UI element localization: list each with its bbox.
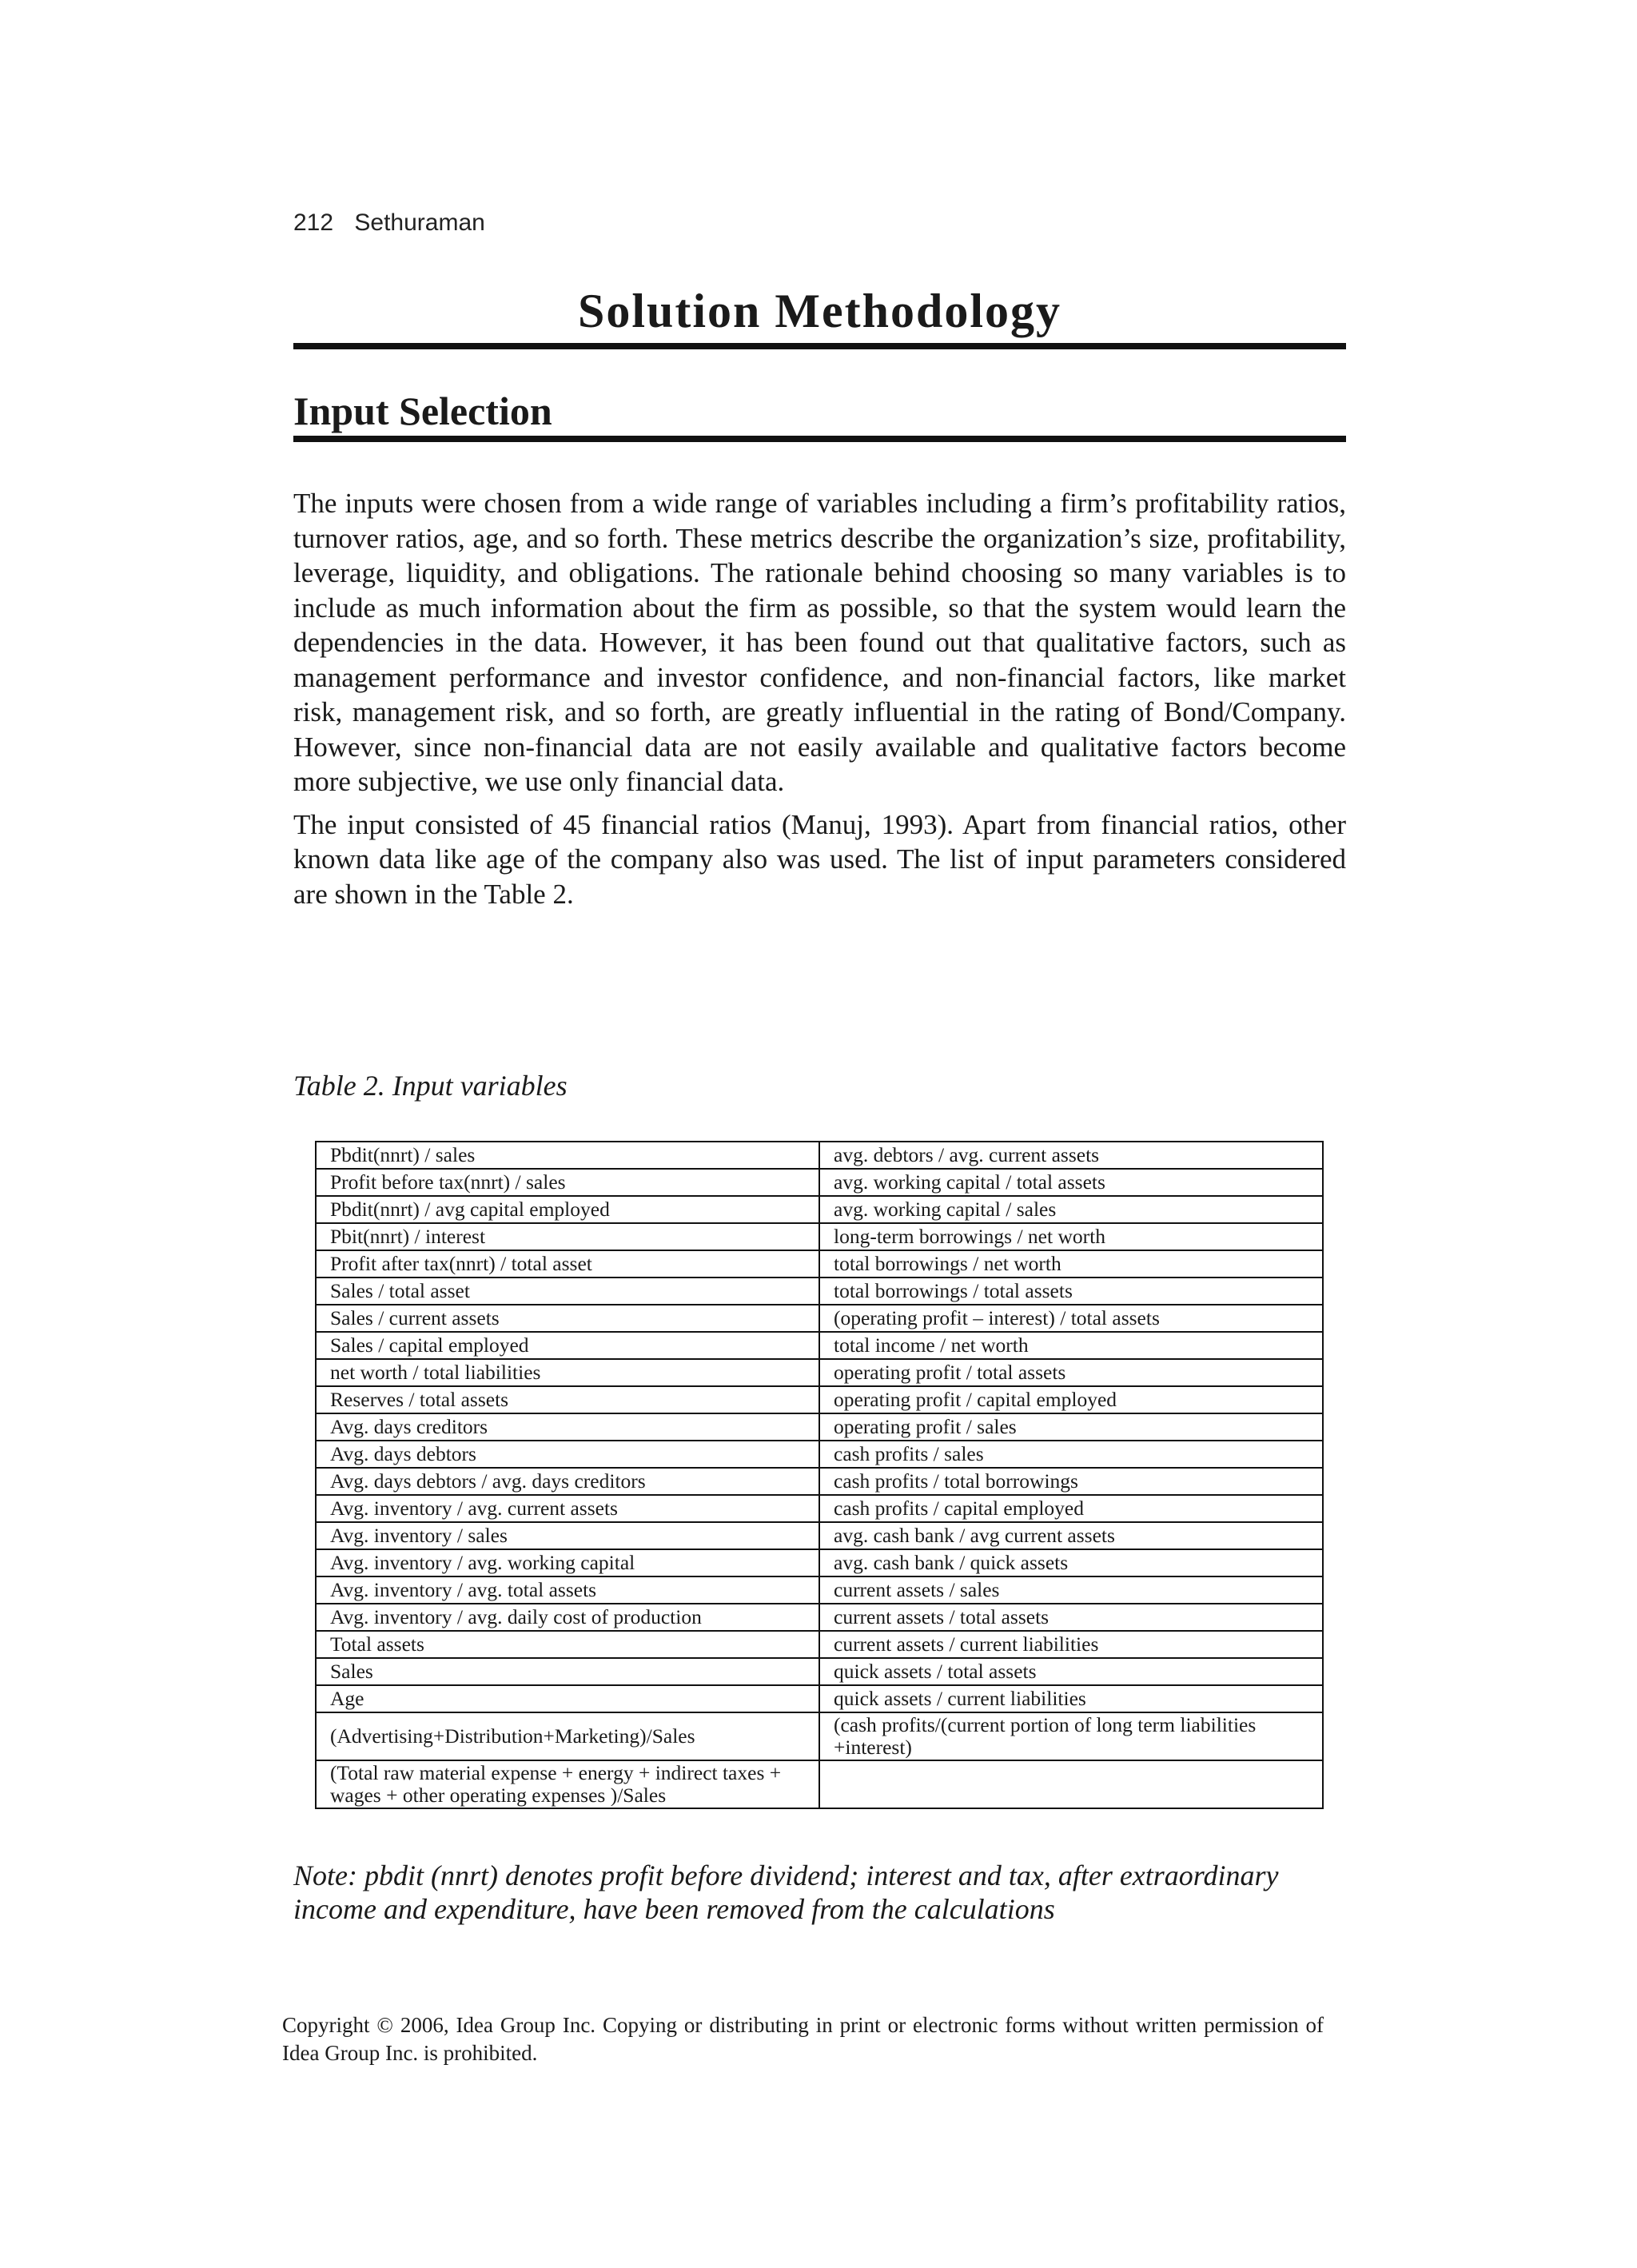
table-cell: net worth / total liabilities [316,1359,819,1386]
table-row [316,1332,1323,1359]
page-number: 212 [293,209,334,236]
table-cell: avg. cash bank / quick assets [819,1549,1323,1576]
table-cell: Avg. inventory / avg. daily cost of production [316,1604,819,1631]
table-cell: Sales [316,1658,819,1685]
table-cell: cash profits / total borrowings [819,1468,1323,1495]
table-note: Note: pbdit (nnrt) denotes profit before dividend; interest and tax, after extraordinary income and expenditure, have been removed from the calculations [293,1859,1279,1925]
running-header [293,209,485,237]
table-row [316,1712,1323,1760]
table-row [316,1658,1323,1685]
table-cell: Avg. inventory / avg. working capital [316,1549,819,1576]
body-text [293,486,1346,919]
table-cell: quick assets / total assets [819,1658,1323,1685]
table-row [316,1169,1323,1196]
table-row [316,1522,1323,1549]
table-cell [819,1760,1323,1808]
table-cell: total income / net worth [819,1332,1323,1359]
table-cell: Pbit(nnrt) / interest [316,1223,819,1250]
table-cell: (operating profit – interest) / total assets [819,1305,1323,1332]
table-row [316,1196,1323,1223]
table-cell: total borrowings / total assets [819,1277,1323,1305]
table-row [316,1305,1323,1332]
table-cell: Avg. inventory / sales [316,1522,819,1549]
table-cell: avg. working capital / sales [819,1196,1323,1223]
table-cell: current assets / sales [819,1576,1323,1604]
table-cell: operating profit / sales [819,1413,1323,1441]
table-row [316,1250,1323,1277]
table-caption: Table 2. Input variables [293,1070,568,1102]
table-row [316,1413,1323,1441]
section-rule [293,436,1346,442]
input-variables-table [315,1141,1324,1809]
table-cell: avg. working capital / total assets [819,1169,1323,1196]
table-cell: cash profits / capital employed [819,1495,1323,1522]
table-cell: total borrowings / net worth [819,1250,1323,1277]
table-cell: (Total raw material expense + energy + indirect taxes + wages + other operating expenses )/Sales [316,1760,819,1808]
table-row [316,1359,1323,1386]
table-cell: operating profit / total assets [819,1359,1323,1386]
table-cell: (cash profits/(current portion of long term liabilities +interest) [819,1712,1323,1760]
chapter-title: Solution Methodology [577,285,1062,337]
table-cell: Avg. inventory / avg. current assets [316,1495,819,1522]
table-row [316,1549,1323,1576]
table-row [316,1631,1323,1658]
table-row [316,1685,1323,1712]
table-cell: Total assets [316,1631,819,1658]
table-cell: Pbdit(nnrt) / avg capital employed [316,1196,819,1223]
title-rule [293,343,1346,349]
table-row [316,1386,1323,1413]
table-row [316,1223,1323,1250]
table-cell: avg. cash bank / avg current assets [819,1522,1323,1549]
paragraph: The input consisted of 45 financial ratios (Manuj, 1993). Apart from financial ratios, other known data like age of the company also was used. The list of input parameters considered are shown in the Table 2. [293,808,1346,910]
table-cell: current assets / current liabilities [819,1631,1323,1658]
table-cell: operating profit / capital employed [819,1386,1323,1413]
table-row [316,1468,1323,1495]
table-cell: Sales / total asset [316,1277,819,1305]
table-cell: long-term borrowings / net worth [819,1223,1323,1250]
table-cell: Avg. days debtors / avg. days creditors [316,1468,819,1495]
table-cell: Pbdit(nnrt) / sales [316,1142,819,1169]
table-cell: Avg. inventory / avg. total assets [316,1576,819,1604]
table-cell: quick assets / current liabilities [819,1685,1323,1712]
table-cell: Sales / capital employed [316,1332,819,1359]
table-row [316,1441,1323,1468]
table-cell: (Advertising+Distribution+Marketing)/Sales [316,1712,819,1760]
table-row [316,1277,1323,1305]
copyright-notice: Copyright © 2006, Idea Group Inc. Copying or distributing in print or electronic forms without written permission of Idea Group Inc. is prohibited. [282,2013,1324,2065]
table-row [316,1142,1323,1169]
paragraph: The inputs were chosen from a wide range of variables including a firm’s profitability ratios, turnover ratios, age, and so forth. These metrics describe the organization’s size, profitability, leverage, liquidity, and obligations. The rationale behind choosing so many variables is to include as much information about the firm as possible, so that the system would learn the dependencies in the data. However, it has been found out that qualitative factors, such as management performance and investor confidence, and non-financial factors, like market risk, management risk, and so forth, are greatly influential in the rating of Bond/Company. However, since non-financial data are not easily available and qualitative factors become more subjective, we use only financial data. [293,488,1346,797]
table-row [316,1495,1323,1522]
table-cell: avg. debtors / avg. current assets [819,1142,1323,1169]
table-cell: Profit after tax(nnrt) / total asset [316,1250,819,1277]
table-cell: cash profits / sales [819,1441,1323,1468]
section-heading: Input Selection [293,389,552,433]
table-cell: Age [316,1685,819,1712]
table-row [316,1760,1323,1808]
table-cell: Sales / current assets [316,1305,819,1332]
table-cell: current assets / total assets [819,1604,1323,1631]
table-cell: Avg. days creditors [316,1413,819,1441]
running-author: Sethuraman [354,209,485,236]
table-cell: Reserves / total assets [316,1386,819,1413]
table-cell: Avg. days debtors [316,1441,819,1468]
table-cell: Profit before tax(nnrt) / sales [316,1169,819,1196]
table-row [316,1604,1323,1631]
table-row [316,1576,1323,1604]
